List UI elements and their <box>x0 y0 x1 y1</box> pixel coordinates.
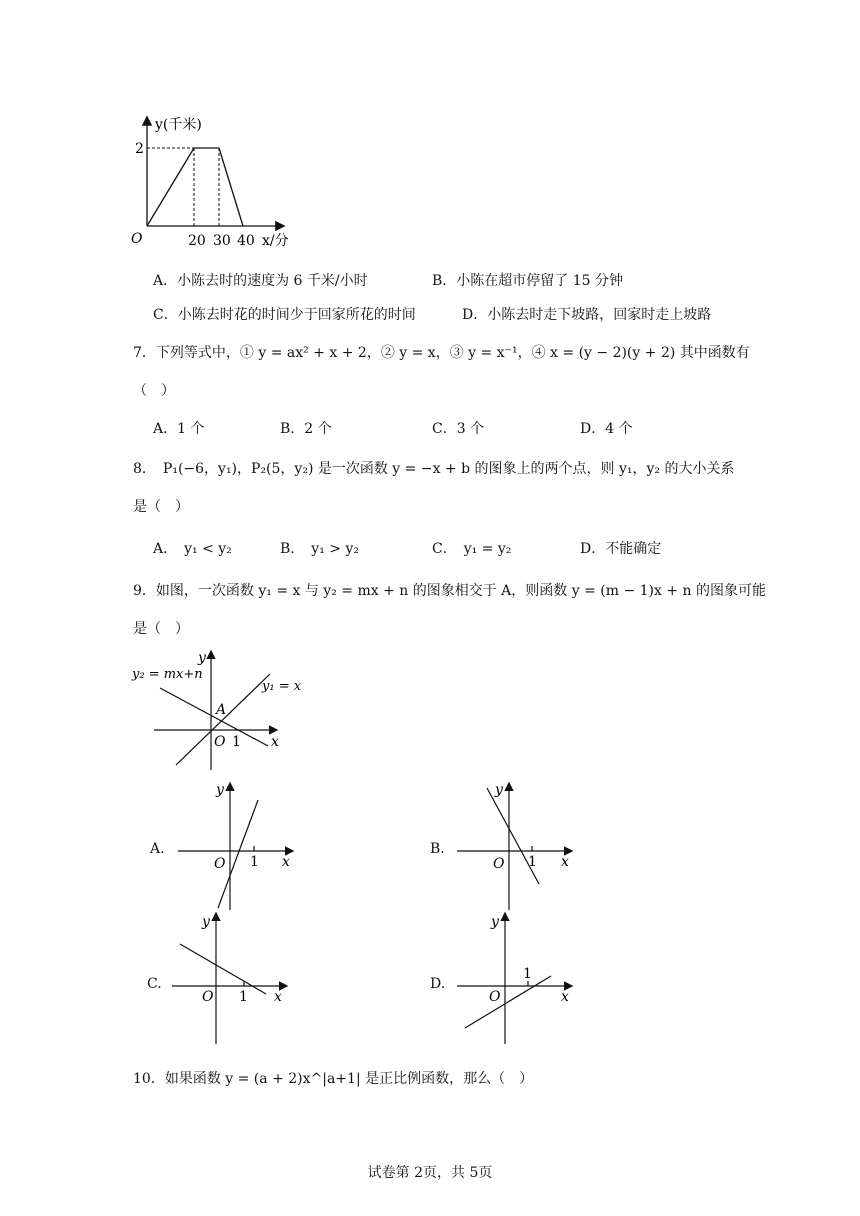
q9-option-d[interactable]: D. <box>430 976 446 992</box>
q6-segment-go <box>147 148 194 226</box>
q9-option-a-graph[interactable] <box>176 780 301 912</box>
q9-label-a: A <box>216 702 227 718</box>
q7-paren: （ ） <box>133 383 175 399</box>
q9-option-c-graph[interactable] <box>170 910 295 1045</box>
q6-origin: O <box>131 231 143 247</box>
q9-option-d-graph[interactable] <box>455 910 580 1045</box>
q6-x-label: x/分 <box>262 233 289 249</box>
q9-option-a[interactable]: A. <box>150 841 165 857</box>
q9-d-line <box>465 976 551 1028</box>
q6-option-a[interactable]: A．小陈去时的速度为 6 千米/小时 <box>153 273 368 289</box>
q9-main-figure <box>128 648 303 773</box>
q9-a-label-1: 1 <box>250 854 259 870</box>
q6-y-tick-2: 2 <box>135 141 144 157</box>
q6-segment-return <box>219 148 243 226</box>
q9-b-label-y: y <box>495 782 503 798</box>
q6-option-b[interactable]: B．小陈在超市停留了 15 分钟 <box>432 273 624 289</box>
q9-b-label-o: O <box>493 856 505 872</box>
q9-c-label-1: 1 <box>239 989 248 1005</box>
q9-d-label-x: x <box>561 989 569 1005</box>
q9-d-label-o: O <box>489 989 501 1005</box>
q6-option-d[interactable]: D．小陈去时走下坡路，回家时走上坡路 <box>462 307 712 323</box>
q9-c-label-x: x <box>274 989 282 1005</box>
q9-option-b-graph[interactable] <box>455 780 580 912</box>
q6-x-tick-20: 20 <box>188 233 206 249</box>
q6-option-c[interactable]: C．小陈去时花的时间少于回家所花的时间 <box>153 307 416 323</box>
q6-distance-time-graph <box>125 112 305 252</box>
q8-option-a[interactable]: A． y₁ < y₂ <box>153 541 232 557</box>
q8-stem-2: 是（ ） <box>133 499 189 515</box>
q9-stem-2: 是（ ） <box>133 621 189 637</box>
q7-stem: 7．下列等式中，① y = ax² + x + 2，② y = x，③ y = x⁻¹，④ x = (y − 2)(y + 2) 其中函数有 <box>133 345 750 361</box>
q8-option-b[interactable]: B． y₁ > y₂ <box>280 541 359 557</box>
q9-d-label-y: y <box>491 914 499 930</box>
q8-stem: 8． P₁(−6，y₁)，P₂(5，y₂) 是一次函数 y = −x + b 的图象上的两个点，则 y₁，y₂ 的大小关系 <box>133 461 735 477</box>
q6-x-tick-40: 40 <box>237 233 255 249</box>
q9-line-y1 <box>176 674 270 765</box>
q9-label-o: O <box>214 734 226 750</box>
q9-a-label-y: y <box>216 782 224 798</box>
q8-option-d[interactable]: D．不能确定 <box>580 541 662 557</box>
q9-c-label-y: y <box>202 914 210 930</box>
q10-stem: 10．如果函数 y = (a + 2)x^|a+1| 是正比例函数，那么（ ） <box>133 1071 534 1087</box>
q9-label-y1: y₁ = x <box>262 679 302 694</box>
q9-option-b[interactable]: B. <box>430 841 445 857</box>
q9-b-label-1: 1 <box>528 854 537 870</box>
q9-b-label-x: x <box>561 854 569 870</box>
q6-x-tick-30: 30 <box>213 233 231 249</box>
q9-stem: 9．如图，一次函数 y₁ = x 与 y₂ = mx + n 的图象相交于 A，则函数 y = (m − 1)x + n 的图象可能 <box>133 583 767 599</box>
q9-c-label-o: O <box>202 989 214 1005</box>
q9-option-c[interactable]: C. <box>147 976 162 992</box>
q7-option-d[interactable]: D．4 个 <box>580 421 633 437</box>
q9-a-label-x: x <box>282 854 290 870</box>
q9-label-1: 1 <box>232 734 241 750</box>
q7-option-a[interactable]: A．1 个 <box>153 421 205 437</box>
q9-a-label-o: O <box>214 856 226 872</box>
q9-label-y: y <box>198 650 206 666</box>
page-footer: 试卷第 2页，共 5页 <box>367 1165 493 1181</box>
q9-label-y2: y₂ = mx+n <box>132 667 203 682</box>
q8-option-c[interactable]: C． y₁ = y₂ <box>432 541 512 557</box>
q7-option-c[interactable]: C．3 个 <box>432 421 485 437</box>
q9-d-label-1: 1 <box>523 966 532 982</box>
q7-option-b[interactable]: B．2 个 <box>280 421 332 437</box>
q9-label-x: x <box>271 734 279 750</box>
q6-y-label: y(千米) <box>155 117 202 133</box>
